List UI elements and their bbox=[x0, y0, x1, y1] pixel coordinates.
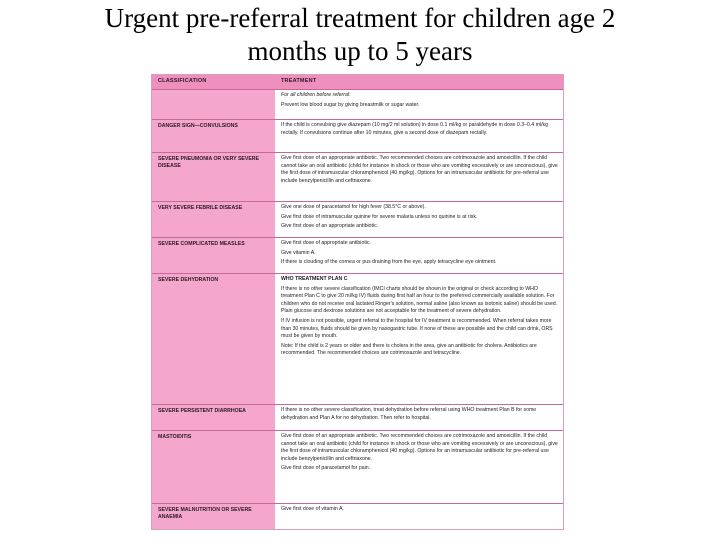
slide-title bbox=[0, 2, 720, 68]
treatment-text: If the child is convulsing give diazepam (10 mg/2 ml solution) in dose 0.1 ml/kg or paraldehyde in dose 0.3–0.4 ml/kg rectally. If convulsions continue after 10 minutes, give a second dose of diazepam rectally. bbox=[281, 122, 549, 136]
row-classification: MASTOIDITIS bbox=[158, 434, 192, 440]
row-classification: SEVERE PNEUMONIA OR VERY SEVERE DISEASE bbox=[158, 156, 259, 169]
table-row bbox=[152, 404, 563, 431]
row-treatment bbox=[281, 155, 559, 187]
title-line-2: months up to 5 years bbox=[247, 36, 473, 66]
header-classification: CLASSIFICATION bbox=[158, 78, 207, 84]
treatment-text: Give first dose of intramuscular quinine for severe malaria unless no quinine is at risk. bbox=[281, 213, 478, 220]
table-row bbox=[152, 152, 563, 202]
row-classification: SEVERE MALNUTRITION OR SEVERE ANAEMIA bbox=[158, 507, 252, 520]
row-classification: VERY SEVERE FEBRILE DISEASE bbox=[158, 205, 243, 211]
row-treatment bbox=[281, 204, 559, 233]
table-row bbox=[152, 89, 563, 120]
treatment-text: If there is no other severe classification, treat dehydration before referral using WHO treatment Plan B for some dehydration and Plan A for no dehydration. Then refer to hospital. bbox=[281, 407, 537, 421]
treatment-table-image bbox=[151, 74, 564, 530]
row-treatment bbox=[281, 276, 559, 360]
row-treatment bbox=[281, 240, 559, 269]
treatment-text: If there is no other severe classification (IMCI charts should be shown in the original or check according to WHO treatment Plan C to give 20 ml/kg IV) fluids during first half an hour to the preferred commercially available solution. For children who do not receive oral lactated Ringer's solution, normal saline (also known as isotonic saline) should be used. Plain glucose and dextrose solutions are not acceptable for the treatment of severe dehydration. bbox=[281, 285, 558, 315]
title-line-1: Urgent pre-referral treatment for children age 2 bbox=[104, 3, 616, 33]
treatment-text: Give first dose of vitamin A. bbox=[281, 506, 344, 512]
row-treatment bbox=[281, 122, 559, 139]
treatment-text: Give first dose of appropriate antibiotic. bbox=[281, 240, 371, 246]
row-treatment bbox=[281, 92, 559, 111]
table-row bbox=[152, 119, 563, 153]
row-classification: DANGER SIGN—CONVULSIONS bbox=[158, 123, 238, 129]
row-treatment bbox=[281, 407, 559, 424]
row-treatment bbox=[281, 433, 559, 475]
treatment-text: Give first dose of an appropriate antibiotic. bbox=[281, 223, 379, 230]
table-row bbox=[152, 430, 563, 504]
treatment-text: Give first dose of paracetamol for pain. bbox=[281, 465, 371, 472]
table-header bbox=[152, 75, 563, 89]
row-treatment bbox=[281, 506, 559, 516]
row-classification: SEVERE PERSISTENT DIARRHOEA bbox=[158, 408, 246, 414]
row-classification: SEVERE COMPLICATED MEASLES bbox=[158, 241, 245, 247]
treatment-text: Prevent low blood sugar by giving breastmilk or sugar water. bbox=[281, 101, 420, 108]
table-row bbox=[152, 273, 563, 405]
table-row bbox=[152, 201, 563, 238]
treatment-heading: WHO TREATMENT PLAN C bbox=[281, 276, 348, 282]
treatment-text: Give first dose of an appropriate antibiotic. Two recommended choices are cotrimoxazole and amoxicillin. If the child cannot take an oral antibiotic (child for instance in shock or those who are vomiting excessively or are unconscious), give the first dose of intramuscular chloramphenicol (40 mg/kg). Options for an intramuscular antibiotic for pre-referral use include benzylpenicillin and ceftriaxone. bbox=[281, 155, 558, 184]
treatment-text: For all children before referral: bbox=[281, 92, 351, 98]
treatment-text: If there is clouding of the cornea or pus draining from the eye, apply tetracycline eye ointment. bbox=[281, 259, 497, 266]
table-row bbox=[152, 237, 563, 274]
row-classification: SEVERE DEHYDRATION bbox=[158, 277, 219, 283]
treatment-text: If IV infusion is not possible, urgent referral to the hospital for IV treatment is recommended. When referral takes more than 30 minutes, fluids should be given by nasogastric tube. If none of these are possible and the child can drink, ORS must be given by mouth. bbox=[281, 317, 553, 340]
treatment-text: Give first dose of an appropriate antibiotic. Two recommended choices are cotrimoxazole and amoxicillin. If the child cannot take an oral antibiotic (child for instance in shock or those who are vomiting excessively or are unconscious), give the first dose of intramuscular chloramphenicol (40 mg/kg). Options for an intramuscular antibiotic for pre-referral use include benzylpenicillin and ceftriaxone. bbox=[281, 433, 558, 462]
table-row bbox=[152, 503, 563, 530]
treatment-text: Note: If the child is 2 years or older and there is cholera in the area, give an antibiotic for cholera. Antibiotics are recommended. The recommended choices are cotrimoxazole and tetracycline. bbox=[281, 342, 537, 357]
header-treatment: TREATMENT bbox=[281, 78, 317, 84]
treatment-text: Give one dose of paracetamol for high fever (38.5°C or above). bbox=[281, 204, 426, 210]
treatment-text: Give vitamin A. bbox=[281, 249, 316, 256]
